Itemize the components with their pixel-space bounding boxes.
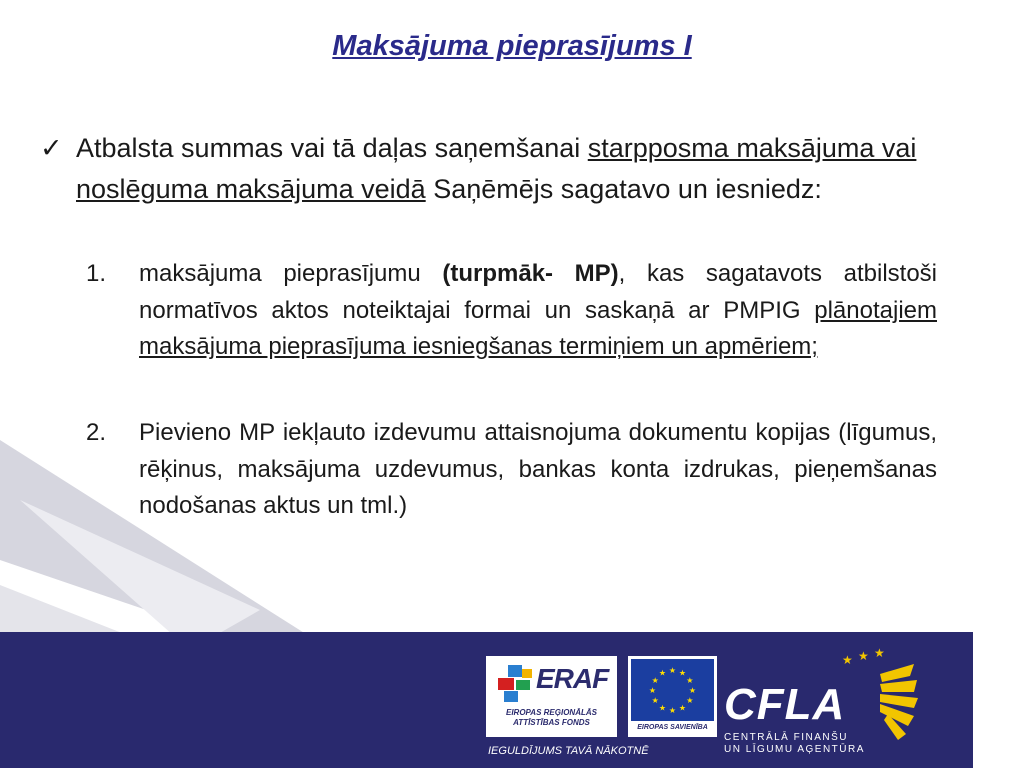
eraf-subtitle-line: EIROPAS REĢIONĀLĀS [506, 708, 597, 717]
eu-star-icon: ★ [668, 666, 677, 675]
svg-text:★: ★ [858, 649, 869, 663]
footer-slogan: IEGULDĪJUMS TAVĀ NĀKOTNĒ [488, 745, 649, 757]
cfla-subtitle-line: CENTRĀLĀ FINANŠU [724, 732, 849, 743]
eraf-subtitle [486, 708, 617, 728]
bullet-text-end: Saņēmējs sagatavo un iesniedz: [425, 174, 822, 204]
eraf-squares-icon [498, 665, 534, 703]
main-bullet-text [76, 128, 920, 210]
svg-text:★: ★ [842, 653, 853, 667]
eraf-logo [486, 656, 617, 737]
checkmark-icon: ✓ [40, 133, 63, 163]
list-item [86, 256, 937, 366]
cfla-emblem-icon [822, 646, 932, 742]
cfla-logo-word: CFLA [724, 680, 846, 729]
cfla-subtitle-line: UN LĪGUMU AĢENTŪRA [724, 744, 865, 755]
eu-star-icon: ★ [648, 686, 657, 695]
bullet-text-start: Atbalsta summas vai tā daļas saņemšanai [76, 133, 588, 163]
eu-star-icon: ★ [658, 668, 667, 678]
bullet-underlined-phrase: starpposma maksājuma vai noslēguma maksājuma veidā [76, 133, 917, 204]
page-title: Maksājuma pieprasījums I [332, 30, 692, 62]
eu-star-icon: ★ [658, 703, 667, 713]
eu-star-icon: ★ [651, 696, 659, 705]
list-item-text: Pievieno MP iekļauto izdevumu attaisnojuma dokumentu kopijas (līgumus, rēķinus, maksājuma uzdevumus, bankas konta izdrukas, pieņemšanas nodošanas aktus un tml.) [139, 419, 937, 519]
eu-stars-icon [631, 659, 714, 721]
svg-text:★: ★ [874, 646, 885, 660]
eu-star-icon: ★ [678, 668, 687, 678]
item-text-middle: , kas sagatavots atbilstoši normatīvos aktos noteiktajai formai un saskaņā ar PMPIG [139, 260, 937, 324]
eu-label: EIROPAS SAVIENĪBA [637, 724, 708, 731]
list-item-number: 2. [86, 419, 107, 446]
eu-star-icon: ★ [686, 696, 694, 705]
eu-flag-icon [631, 659, 714, 721]
list-item-text [139, 256, 937, 366]
eu-star-icon: ★ [686, 676, 694, 685]
eu-star-icon: ★ [678, 703, 687, 713]
list-item-number: 1. [86, 260, 107, 287]
list-item [86, 415, 937, 525]
eu-logo [628, 656, 717, 737]
eu-star-icon: ★ [668, 706, 677, 715]
eraf-subtitle-line: ATTĪSTĪBAS FONDS [513, 718, 590, 727]
eu-star-icon: ★ [651, 676, 659, 685]
eu-star-icon: ★ [688, 686, 697, 695]
item-underlined-phrase: plānotajiem maksājuma pieprasījuma iesniegšanas termiņiem un apmēriem; [139, 296, 937, 360]
eraf-word: ERAF [536, 663, 609, 694]
item-text-start: maksājuma pieprasījumu [139, 260, 443, 287]
main-bullet [40, 128, 920, 210]
item-bold-abbreviation: (turpmāk- MP) [442, 260, 619, 287]
